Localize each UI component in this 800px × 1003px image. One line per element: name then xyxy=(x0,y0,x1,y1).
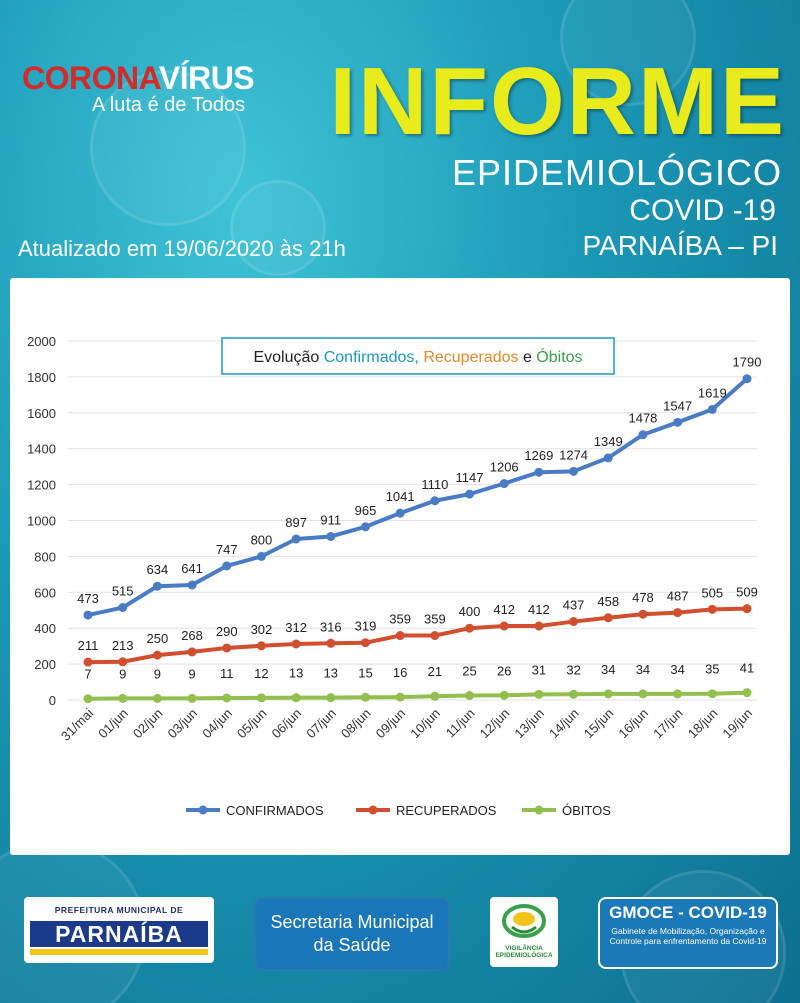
chart-title-part: Recuperados xyxy=(418,349,519,366)
logo-red-text: CORONA xyxy=(22,60,159,96)
data-point xyxy=(118,694,127,703)
data-label: 35 xyxy=(705,661,720,677)
data-point xyxy=(361,522,370,531)
data-label: 359 xyxy=(423,611,446,627)
data-label: 32 xyxy=(566,662,581,678)
chart-title-part: e xyxy=(518,349,532,366)
data-label: 11 xyxy=(219,666,234,682)
data-label: 1110 xyxy=(421,476,449,492)
data-point xyxy=(673,689,682,698)
line-chart xyxy=(10,278,790,855)
data-point xyxy=(84,658,93,667)
data-label: 319 xyxy=(354,618,377,634)
data-point xyxy=(430,631,439,640)
series-line-2 xyxy=(88,693,747,699)
prefeitura-yellow-stripe xyxy=(30,949,208,955)
data-point xyxy=(743,688,752,697)
data-label: 473 xyxy=(77,591,99,607)
x-tick-label: 19/jun xyxy=(719,705,756,742)
y-tick-label: 200 xyxy=(34,657,56,673)
gmoce-logo xyxy=(598,897,778,969)
chart-title-part: Confirmados, xyxy=(319,349,419,366)
x-tick-label: 05/jun xyxy=(233,705,270,742)
location-label: PARNAÍBA – PI xyxy=(582,230,778,261)
vigilancia-logo xyxy=(490,897,558,967)
update-timestamp: Atualizado em 19/06/2020 às 21h xyxy=(18,236,346,261)
secretaria-saude-logo xyxy=(254,897,450,971)
data-point xyxy=(673,418,682,427)
data-point xyxy=(257,552,266,561)
chart-title xyxy=(253,347,582,366)
data-label: 250 xyxy=(146,631,169,647)
data-label: 1269 xyxy=(524,448,554,464)
legend-label: ÓBITOS xyxy=(562,803,611,818)
y-tick-label: 0 xyxy=(48,693,56,708)
chart-title-part: Óbitos xyxy=(531,349,583,366)
data-point xyxy=(153,694,162,703)
data-label: 1478 xyxy=(628,410,658,426)
data-label: 747 xyxy=(215,541,238,557)
y-tick-label: 800 xyxy=(34,549,56,565)
data-point xyxy=(188,694,197,703)
x-tick-label: 13/jun xyxy=(511,705,548,742)
data-point xyxy=(604,689,613,698)
data-point xyxy=(326,532,335,541)
data-label: 31 xyxy=(531,662,547,678)
x-tick-label: 14/jun xyxy=(546,705,582,742)
data-label: 505 xyxy=(701,585,724,601)
data-point xyxy=(500,691,509,700)
vigilancia-line-2: EPIDEMIOLÓGICA xyxy=(495,952,553,959)
data-label: 34 xyxy=(635,661,651,677)
data-point xyxy=(84,694,93,703)
data-point xyxy=(222,561,231,570)
data-point xyxy=(153,651,162,660)
data-label: 312 xyxy=(285,619,307,635)
data-point xyxy=(638,430,647,439)
data-point xyxy=(292,693,301,702)
data-point xyxy=(465,624,474,633)
data-label: 1274 xyxy=(559,447,589,463)
legend-marker xyxy=(369,806,378,815)
footer xyxy=(0,855,800,1003)
data-point xyxy=(396,631,405,640)
secretaria-line-2: da Saúde xyxy=(313,935,391,955)
data-point xyxy=(430,692,439,701)
data-label: 412 xyxy=(493,602,516,618)
logo-slogan: A luta é de Todos xyxy=(92,94,246,116)
data-point xyxy=(153,582,162,591)
x-tick-label: 16/jun xyxy=(615,705,652,742)
data-label: 1619 xyxy=(697,385,727,401)
x-tick-label: 31/mai xyxy=(57,705,97,744)
data-point xyxy=(361,693,370,702)
data-label: 641 xyxy=(181,560,203,576)
data-point xyxy=(638,610,647,619)
vigilancia-line-1: VIGILÂNCIA xyxy=(505,945,543,952)
data-label: 21 xyxy=(427,664,443,680)
data-point xyxy=(118,657,127,666)
data-label: 911 xyxy=(320,512,342,528)
gmoce-title: GMOCE - COVID-19 xyxy=(609,903,767,922)
data-label: 487 xyxy=(666,588,689,604)
data-point xyxy=(500,479,509,488)
data-label: 26 xyxy=(496,663,512,679)
prefeitura-name: PARNAÍBA xyxy=(55,921,183,947)
data-label: 290 xyxy=(215,623,238,639)
data-label: 509 xyxy=(736,584,758,600)
y-tick-label: 600 xyxy=(34,585,56,601)
disease-label: COVID -19 xyxy=(629,194,776,227)
data-label: 515 xyxy=(111,583,134,599)
data-label: 634 xyxy=(146,562,169,578)
data-label: 1547 xyxy=(663,398,693,414)
data-point xyxy=(604,613,613,622)
data-point xyxy=(257,641,266,650)
y-tick-label: 1400 xyxy=(27,441,56,457)
data-label: 9 xyxy=(153,666,161,682)
data-point xyxy=(396,693,405,702)
data-point xyxy=(326,693,335,702)
data-label: 34 xyxy=(670,661,685,677)
vigilancia-emblem-icon xyxy=(490,897,558,945)
data-label: 211 xyxy=(77,638,99,654)
data-label: 400 xyxy=(458,604,481,620)
data-label: 359 xyxy=(389,611,412,627)
data-point xyxy=(569,690,578,699)
data-point xyxy=(743,604,752,613)
x-tick-label: 01/jun xyxy=(95,705,131,742)
y-tick-label: 1200 xyxy=(27,477,56,493)
data-point xyxy=(534,468,543,477)
data-label: 437 xyxy=(562,597,585,613)
data-label: 478 xyxy=(632,590,654,606)
y-tick-label: 1600 xyxy=(27,405,56,421)
data-point xyxy=(84,611,93,620)
secretaria-line-1: Secretaria Municipal xyxy=(270,912,434,932)
legend-label: CONFIRMADOS xyxy=(226,803,324,818)
data-label: 268 xyxy=(181,627,203,643)
x-tick-label: 17/jun xyxy=(650,705,686,742)
legend-marker xyxy=(535,806,544,815)
data-label: 1790 xyxy=(732,354,762,370)
page-title: INFORME xyxy=(329,48,786,155)
data-point xyxy=(361,638,370,647)
data-label: 1206 xyxy=(489,459,519,475)
data-point xyxy=(500,622,509,631)
data-point xyxy=(188,580,197,589)
data-label: 34 xyxy=(601,661,616,677)
data-point xyxy=(430,496,439,505)
chart-panel xyxy=(10,278,790,855)
data-point xyxy=(188,647,197,656)
data-point xyxy=(569,617,578,626)
x-tick-label: 03/jun xyxy=(164,705,201,742)
legend-label: RECUPERADOS xyxy=(396,803,497,818)
x-tick-label: 02/jun xyxy=(129,705,166,742)
x-tick-label: 06/jun xyxy=(268,705,305,742)
data-point xyxy=(465,490,474,499)
prefeitura-band xyxy=(30,921,208,947)
data-label: 7 xyxy=(84,666,92,682)
x-tick-label: 09/jun xyxy=(372,705,409,742)
data-label: 1349 xyxy=(593,433,623,449)
data-point xyxy=(673,608,682,617)
data-point xyxy=(569,467,578,476)
data-label: 9 xyxy=(188,666,196,682)
data-label: 458 xyxy=(597,593,620,609)
data-point xyxy=(604,453,613,462)
data-point xyxy=(257,693,266,702)
data-label: 412 xyxy=(528,602,550,618)
data-point xyxy=(708,605,717,614)
y-tick-label: 2000 xyxy=(27,334,56,349)
data-label: 302 xyxy=(250,621,273,637)
data-point xyxy=(465,691,474,700)
data-label: 12 xyxy=(254,665,269,681)
data-point xyxy=(396,509,405,518)
data-label: 800 xyxy=(250,532,273,548)
data-label: 16 xyxy=(392,665,408,681)
logo-white-text: VÍRUS xyxy=(158,60,255,96)
vigilancia-label xyxy=(490,945,558,959)
prefeitura-logo xyxy=(24,897,214,963)
gmoce-subtitle: Gabinete de Mobilização, Organização e Controle para enfrentamento da Covid-19 xyxy=(609,926,767,946)
data-label: 15 xyxy=(358,665,373,681)
data-point xyxy=(222,643,231,652)
data-point xyxy=(708,689,717,698)
page-subtitle: EPIDEMIOLÓGICO xyxy=(451,152,782,193)
y-tick-label: 1800 xyxy=(27,369,56,385)
x-tick-label: 08/jun xyxy=(337,705,374,742)
x-tick-label: 15/jun xyxy=(580,705,617,742)
data-label: 9 xyxy=(119,666,127,682)
data-point xyxy=(118,603,127,612)
x-tick-label: 11/jun xyxy=(442,705,478,741)
x-tick-label: 12/jun xyxy=(476,705,513,742)
prefeitura-label: PREFEITURA MUNICIPAL DE xyxy=(54,905,184,915)
x-tick-label: 04/jun xyxy=(199,705,235,742)
header xyxy=(0,0,800,280)
data-label: 13 xyxy=(288,665,304,681)
x-tick-label: 10/jun xyxy=(407,705,443,742)
data-point xyxy=(638,689,647,698)
chart-title-part: Evolução xyxy=(253,349,320,366)
data-point xyxy=(292,534,301,543)
data-point xyxy=(534,622,543,631)
data-label: 316 xyxy=(319,619,342,635)
data-label: 25 xyxy=(462,663,477,679)
data-label: 13 xyxy=(323,665,339,681)
data-label: 1041 xyxy=(385,489,415,505)
data-label: 41 xyxy=(739,660,755,676)
data-label: 897 xyxy=(285,514,307,530)
x-tick-label: 18/jun xyxy=(684,705,721,742)
data-point xyxy=(292,639,301,648)
legend-marker xyxy=(199,806,208,815)
data-point xyxy=(326,639,335,648)
data-point xyxy=(743,374,752,383)
data-label: 965 xyxy=(354,502,377,518)
data-label: 1147 xyxy=(455,470,484,486)
data-point xyxy=(708,405,717,414)
data-label: 213 xyxy=(111,637,134,653)
y-tick-label: 400 xyxy=(34,621,56,637)
coronavirus-logo xyxy=(22,62,254,116)
x-tick-label: 07/jun xyxy=(303,705,339,742)
y-tick-label: 1000 xyxy=(27,513,56,529)
data-point xyxy=(534,690,543,699)
data-point xyxy=(222,694,231,703)
